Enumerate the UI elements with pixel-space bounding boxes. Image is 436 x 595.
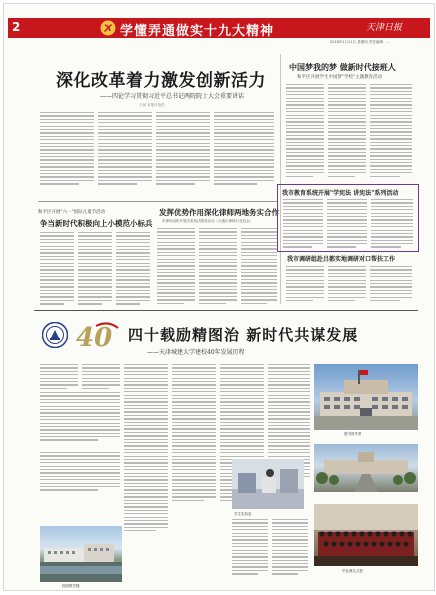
highlighted-article-box bbox=[277, 184, 419, 252]
anniversary-side-col-2 bbox=[40, 452, 120, 493]
lead-body-col-1 bbox=[40, 112, 94, 187]
column-divider bbox=[280, 54, 281, 304]
boxed-body-2 bbox=[327, 199, 367, 250]
svg-text:40: 40 bbox=[76, 323, 113, 350]
right-bottom-headline: 我市调研组赴吕都实地调研对口帮扶工作 bbox=[287, 256, 396, 263]
right-top-headline: 中国梦我的梦 做新时代接班人 bbox=[289, 62, 396, 72]
dateline: 2018年1月11日 星期四 责任编辑：... bbox=[330, 40, 390, 44]
photo-caption: 学生实验室 bbox=[234, 512, 252, 516]
campus-road-photo bbox=[314, 444, 418, 492]
anniversary-40-logo bbox=[74, 320, 120, 350]
right-top-subheadline: 和平区开展学生中国梦"学校"主题教育活动 bbox=[297, 75, 383, 80]
masthead-logo: 天津日报 bbox=[366, 23, 403, 33]
anniversary-body-2 bbox=[172, 364, 216, 503]
lead-body-col-2 bbox=[98, 112, 152, 187]
photo-caption: 毕业典礼合影 bbox=[342, 569, 363, 573]
anniversary-subheadline: ——天津城建大学建校40年发展历程 bbox=[147, 349, 245, 356]
lead-subheadline: ——四论学习贯彻习近平总书记两院院士大会重要讲话 bbox=[100, 93, 245, 100]
mid-subheadline: 市律协组织开展各类执法服务活动（大港区律师行业协会） bbox=[162, 219, 253, 223]
left-mid-body-1 bbox=[40, 232, 74, 307]
boxed-headline: 我市教育系统开展"学宪法 讲宪法"系列活动 bbox=[282, 190, 399, 197]
anniversary-intro-col-2 bbox=[82, 364, 120, 391]
boxed-body-3 bbox=[371, 199, 413, 250]
photo-caption: 图书馆外景 bbox=[344, 432, 362, 436]
anniversary-side-col-1 bbox=[40, 392, 120, 443]
section-rule bbox=[38, 201, 278, 202]
mid-body-3 bbox=[241, 228, 277, 306]
library-photo bbox=[314, 364, 418, 430]
photo-caption: 校园教学楼 bbox=[62, 584, 80, 588]
lead-body-col-4 bbox=[214, 112, 274, 187]
right-top-body-1 bbox=[286, 84, 324, 179]
laboratory-photo bbox=[232, 459, 304, 509]
boxed-body-1 bbox=[283, 199, 323, 250]
mid-headline: 发挥优势作用深化律师两地务实合作 bbox=[159, 208, 279, 217]
right-bottom-body-2 bbox=[328, 266, 366, 303]
left-mid-body-2 bbox=[78, 232, 112, 307]
right-bottom-body-1 bbox=[286, 266, 324, 303]
anniversary-body-1 bbox=[124, 364, 168, 534]
lead-body-col-3 bbox=[156, 112, 210, 187]
right-top-body-2 bbox=[328, 84, 366, 179]
mid-body-2 bbox=[199, 228, 237, 306]
left-mid-kicker: 和平区开展"六一"国际儿童节活动 bbox=[38, 210, 106, 215]
lead-headline: 深化改革着力激发创新活力 bbox=[56, 71, 266, 91]
graduation-photo bbox=[314, 504, 418, 566]
anniversary-intro-col-1 bbox=[40, 364, 78, 391]
lead-byline: 天民 本报评论员 bbox=[139, 103, 165, 107]
banner-title: 学懂弄通做实十九大精神 bbox=[120, 24, 275, 39]
mid-body-1 bbox=[157, 228, 195, 306]
university-seal-icon bbox=[42, 322, 68, 348]
left-mid-headline: 争当新时代积极向上小模范小标兵 bbox=[40, 219, 153, 228]
section-banner bbox=[8, 18, 430, 38]
campus-building-photo bbox=[40, 526, 122, 582]
page-number: 2 bbox=[12, 20, 21, 34]
anniversary-headline: 四十载励精图治 新时代共谋发展 bbox=[128, 326, 359, 344]
right-bottom-body-3 bbox=[370, 266, 412, 303]
party-emblem-icon bbox=[100, 20, 116, 36]
right-top-body-3 bbox=[370, 84, 412, 179]
newspaper-page bbox=[3, 3, 435, 591]
left-mid-body-3 bbox=[116, 232, 150, 307]
section-rule bbox=[34, 310, 418, 311]
anniversary-body-6 bbox=[272, 519, 308, 577]
anniversary-body-5 bbox=[232, 519, 268, 577]
